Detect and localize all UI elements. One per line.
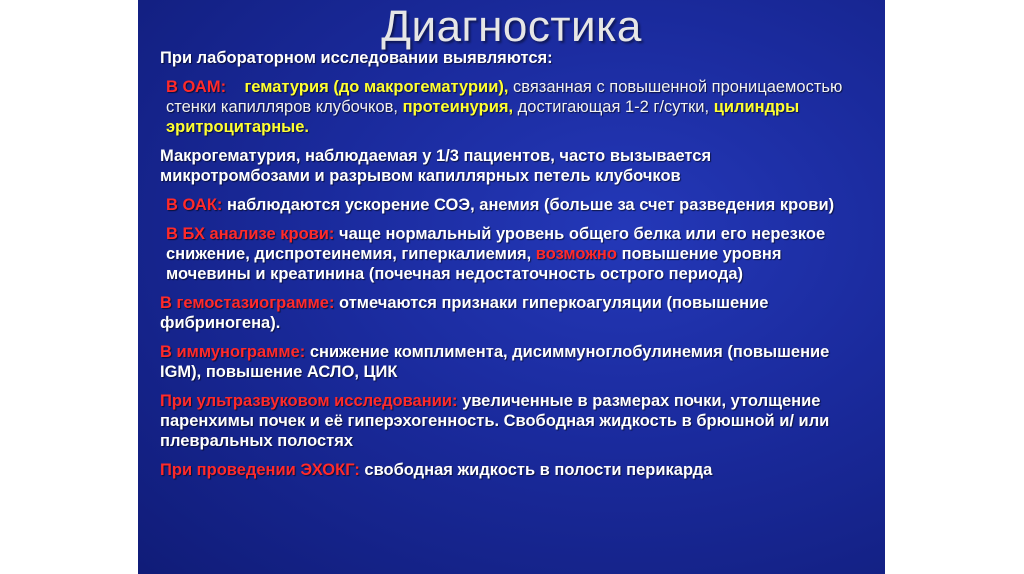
immuno-text: снижение комплимента, дисиммуноглобулинемия (повышение IGM), повышение АСЛО, ЦИК	[160, 343, 830, 381]
hemostasis-text: отмечаются признаки гиперкоагуляции (повышение фибриногена).	[160, 294, 769, 332]
oam-paragraph	[160, 77, 860, 137]
oak-paragraph	[160, 195, 860, 215]
echo-label: При проведении ЭХОКГ:	[160, 461, 360, 479]
oam-casts: цилиндры эритроцитарные.	[166, 98, 800, 136]
bh-paragraph	[160, 224, 860, 284]
slide	[138, 0, 885, 574]
intro-paragraph	[160, 48, 860, 68]
oak-text: наблюдаются ускорение СОЭ, анемия (больше за счет разведения крови)	[227, 196, 835, 214]
bh-text1: чаще нормальный уровень общего белка или его нерезкое снижение, диспротеинемия, гиперкалиемия,	[166, 225, 826, 263]
intro-text: При лабораторном исследовании выявляются:	[160, 49, 553, 67]
oam-text2: достигающая 1-2 г/сутки,	[517, 98, 710, 116]
hemostasis-label: В гемостазиограмме:	[160, 294, 335, 312]
oam-label: В ОАМ:	[166, 78, 227, 96]
oam-hematuria: гематурия (до макрогематурии),	[244, 78, 509, 96]
bh-text2: повышение уровня мочевины и креатинина (почечная недостаточность острого периода)	[166, 245, 782, 283]
oam-proteinuria: протеинурия,	[402, 98, 514, 116]
slide-body	[160, 48, 860, 489]
immuno-paragraph	[160, 342, 860, 382]
bh-label: В БХ анализе крови:	[166, 225, 335, 243]
oak-label: В ОАК:	[166, 196, 223, 214]
slide-title: Диагностика	[381, 2, 642, 51]
macro-text: Макрогематурия, наблюдаемая у 1/3 пациентов, часто вызывается микротромбозами и разрывом капиллярных петель клубочков	[160, 147, 712, 185]
bh-possible: возможно	[535, 245, 617, 263]
us-label: При ультразвуковом исследовании:	[160, 392, 458, 410]
echo-text: свободная жидкость в полости перикарда	[364, 461, 713, 479]
macro-paragraph	[160, 146, 860, 186]
echo-paragraph	[160, 460, 860, 480]
us-text: увеличенные в размерах почки, утолщение паренхимы почек и её гиперэхогенность. Свободная жидкость в брюшной и/ или плевральных полостях	[160, 392, 830, 450]
immuno-label: В иммунограмме:	[160, 343, 306, 361]
hemostasis-paragraph	[160, 293, 860, 333]
us-paragraph	[160, 391, 860, 451]
oam-text1: связанная с повышенной проницаемостью стенки капилляров клубочков,	[166, 78, 843, 116]
